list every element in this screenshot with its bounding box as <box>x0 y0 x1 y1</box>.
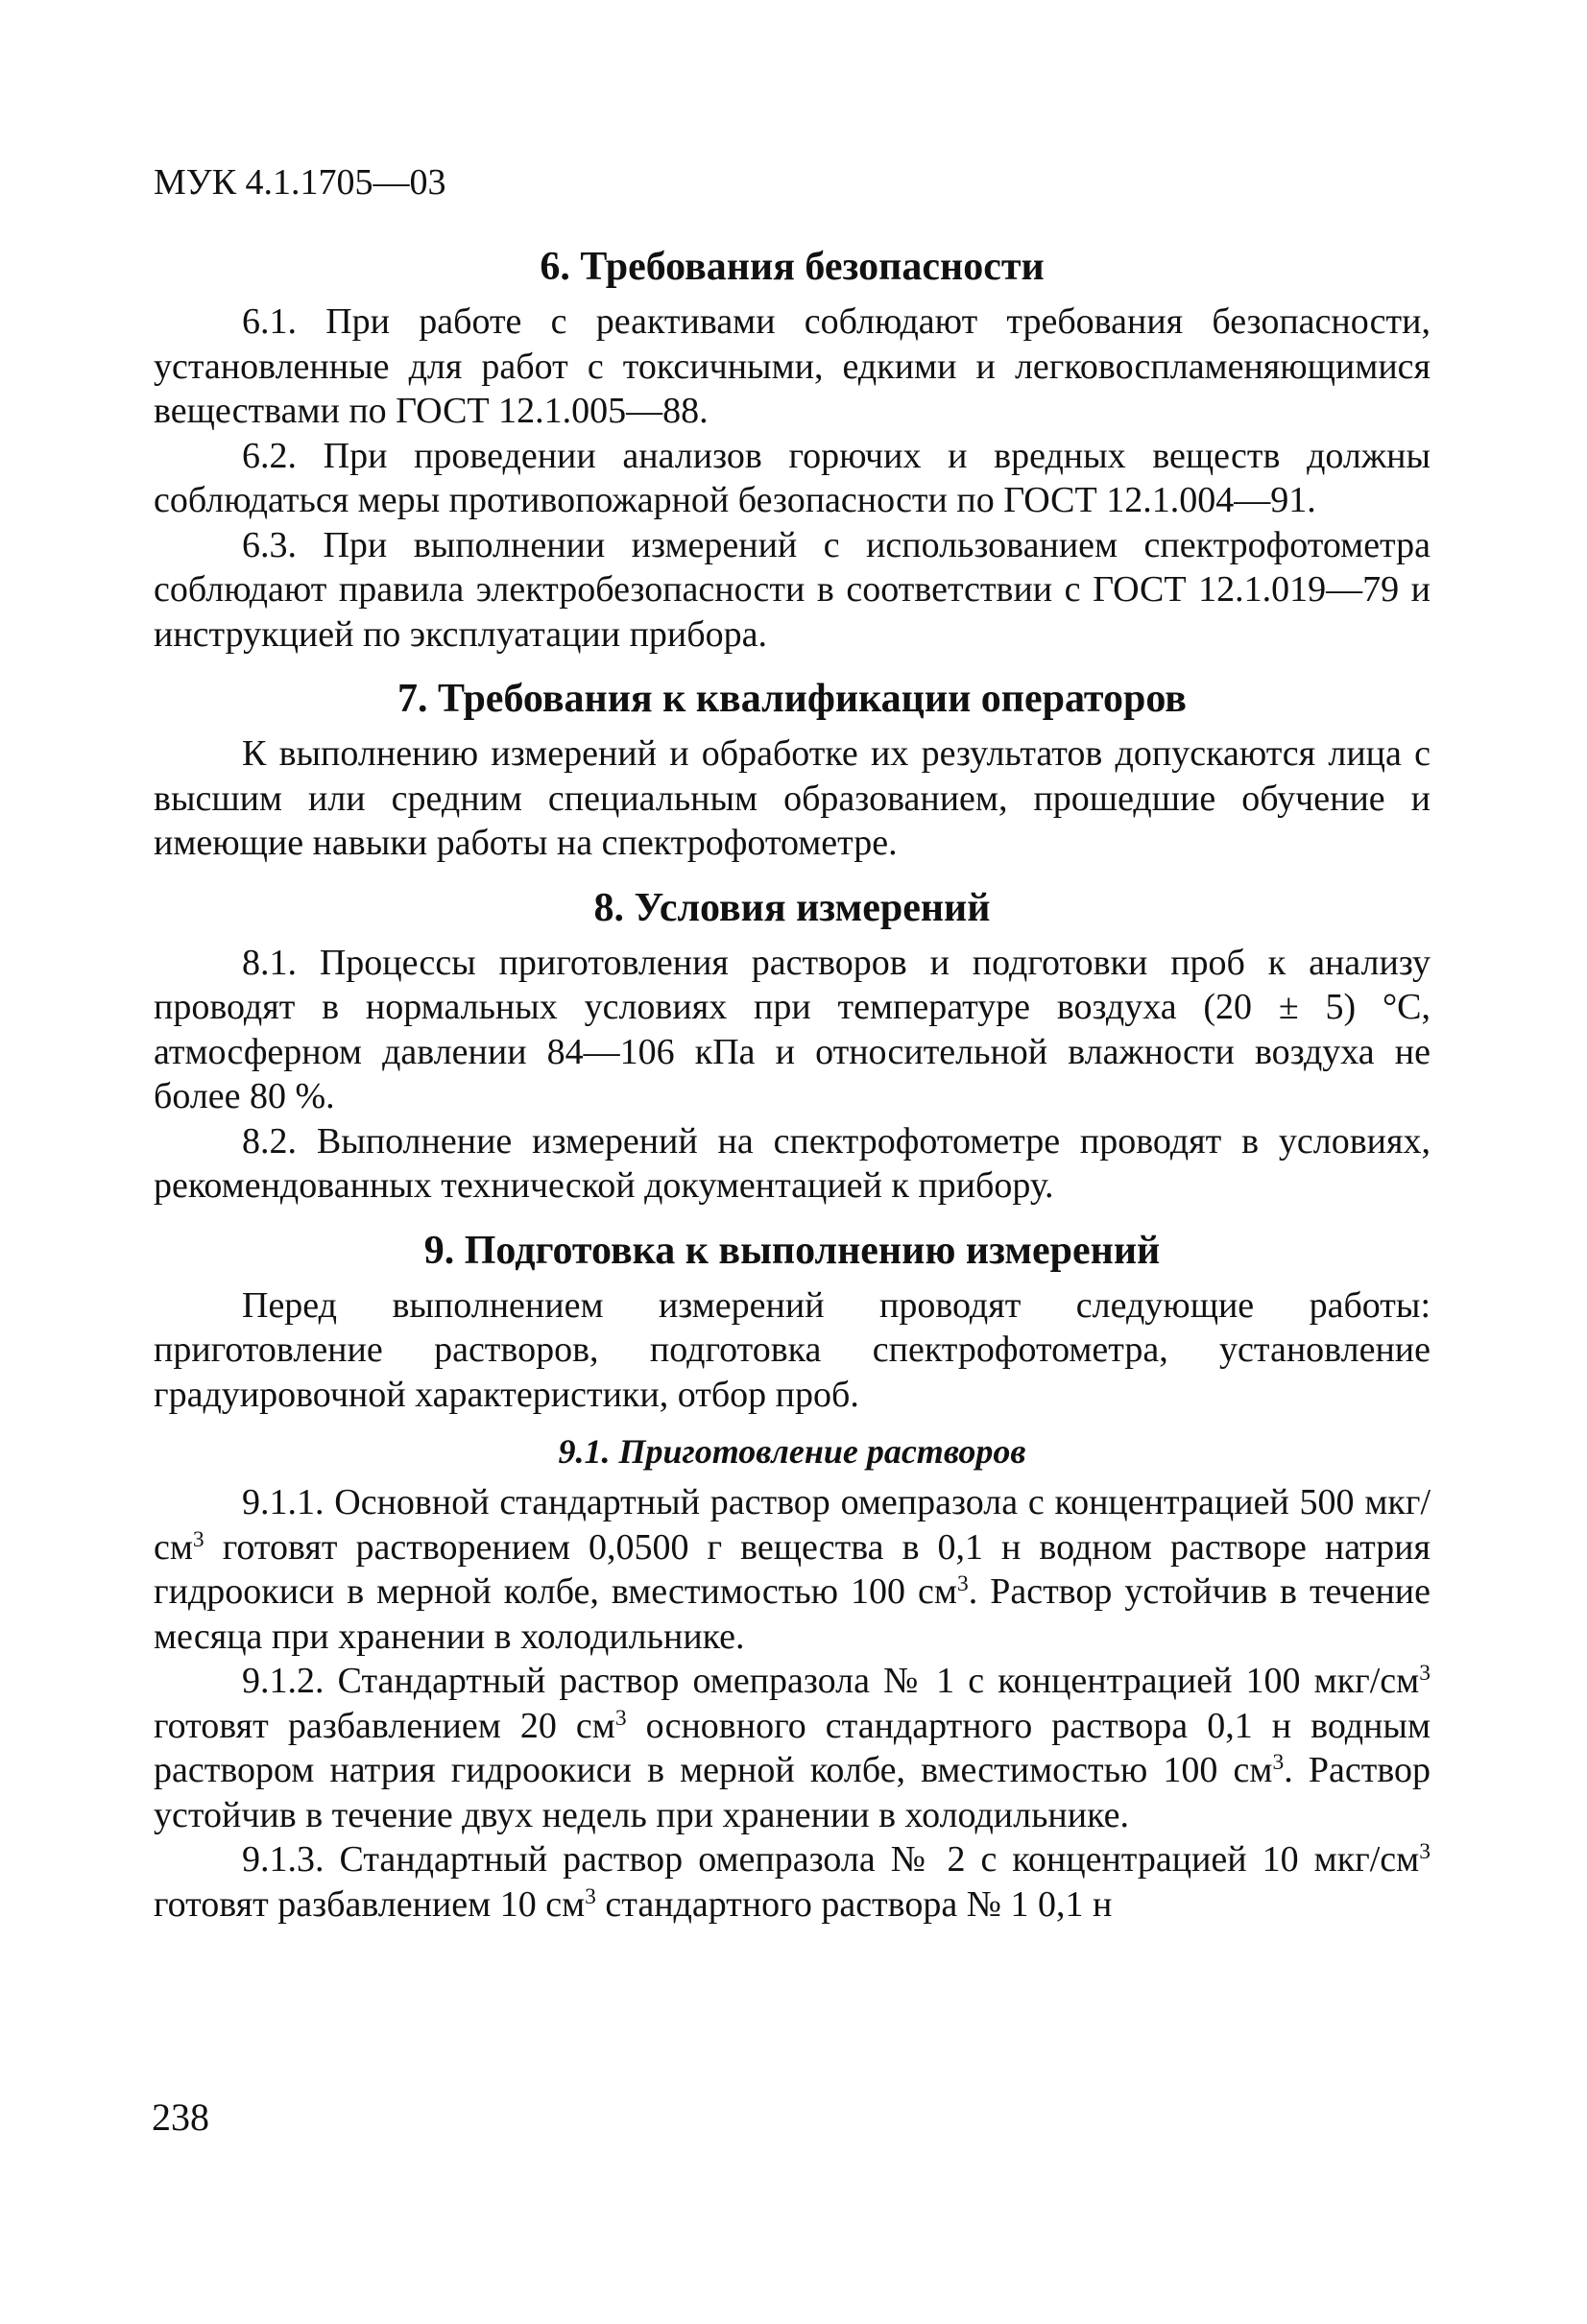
paragraph-9-1-3-part-a: 9.1.3. Стандартный раствор омепразола № 2 с концентрацией 10 мкг/см <box>242 1839 1420 1880</box>
section-8 <box>154 881 1431 1209</box>
section-9-title: 9. Подготовка к выполнению измерений <box>423 1228 1161 1273</box>
paragraph-9-1-3-part-c: стандартного раствора № 1 0,1 н <box>595 1883 1113 1925</box>
paragraph-9-1-2-part-b: готовят разбавлением 20 см <box>154 1705 615 1746</box>
paragraph-9-1-2-part-d: . Раствор устойчив в течение двух недель при хранении в холодильнике. <box>154 1750 1431 1835</box>
paragraph-9-1-1-part-b: готовят растворением 0,0500 г вещества в 0,1 н водном растворе натрия гидроокиси в мерной колбе, вместимостью 100 см <box>154 1526 1431 1612</box>
paragraph-9-intro: Перед выполнением измерений проводят следующие работы: приготовление растворов, подготовка спектрофотометра, установление градуировочной характеристики, отбор проб. <box>154 1284 1431 1415</box>
paragraph-6-2: 6.2. При проведении анализов горючих и вредных веществ должны соблюдаться меры противопожарной безопасности по ГОСТ 12.1.004—91. <box>154 435 1431 520</box>
superscript: 3 <box>956 1571 969 1597</box>
section-7 <box>154 672 1431 866</box>
paragraph-6-1: 6.1. При работе с реактивами соблюдают требования безопасности, установленные для работ с токсичными, едкими и легковоспламеняющимися веществами по ГОСТ 12.1.005—88. <box>154 301 1431 431</box>
superscript: 3 <box>585 1883 596 1909</box>
superscript: 3 <box>614 1705 627 1731</box>
superscript: 3 <box>1419 1661 1431 1687</box>
paragraph-9-1-3 <box>154 1837 1431 1927</box>
section-6-title: 6. Требования безопасности <box>540 245 1045 289</box>
paragraph-9-1-1 <box>154 1480 1431 1659</box>
superscript: 3 <box>1419 1839 1431 1865</box>
paragraph-9-1-2-part-c: основного стандартного раствора 0,1 н водным раствором натрия гидроокиси в мерной колбе, вместимостью 100 см <box>154 1705 1431 1790</box>
page-content <box>154 240 1431 1927</box>
section-6 <box>154 240 1431 657</box>
paragraph-9-1-1-part-a: 9.1.1. Основной стандартный раствор омепразола с концентрацией 500 мкг/см <box>154 1482 1431 1568</box>
paragraph-7-1: К выполнению измерений и обработке их результатов допускаются лица с высшим или средним специальным образованием, прошедшие обучение и имеющие навыки работы на спектрофотометре. <box>154 733 1431 863</box>
section-8-title: 8. Условия измерений <box>593 885 991 930</box>
paragraph-8-1: 8.1. Процессы приготовления растворов и подготовки проб к анализу проводят в нормальных условиях при температуре воздуха (20 ± 5) °С, атмосферном давлении 84—106 кПа и относительной влажности воздуха не более 80 %. <box>154 942 1431 1116</box>
page-number: 238 <box>152 2096 209 2139</box>
subsection-9-1-title: 9.1. Приготовление растворов <box>558 1432 1026 1471</box>
section-7-title: 7. Требования к квалификации операторов <box>397 677 1187 721</box>
document-code-header: МУК 4.1.1705—03 <box>154 162 446 203</box>
superscript: 3 <box>1272 1750 1285 1776</box>
paragraph-9-1-2-part-a: 9.1.2. Стандартный раствор омепразола № 1 с концентрацией 100 мкг/см <box>242 1661 1420 1701</box>
paragraph-8-2: 8.2. Выполнение измерений на спектрофотометре проводят в условиях, рекомендованных технической документацией к прибору. <box>154 1120 1431 1206</box>
section-9 <box>154 1224 1431 1928</box>
paragraph-9-1-2 <box>154 1659 1431 1837</box>
paragraph-9-1-1-part-c: . Раствор устойчив в течение месяца при хранении в холодильнике. <box>154 1571 1431 1657</box>
paragraph-6-3: 6.3. При выполнении измерений с использованием спектрофотометра соблюдают правила электробезопасности в соответствии с ГОСТ 12.1.019—79 и инструкцией по эксплуатации прибора. <box>154 524 1431 655</box>
superscript: 3 <box>192 1526 204 1552</box>
paragraph-9-1-3-part-b: готовят разбавлением 10 см <box>154 1883 586 1925</box>
